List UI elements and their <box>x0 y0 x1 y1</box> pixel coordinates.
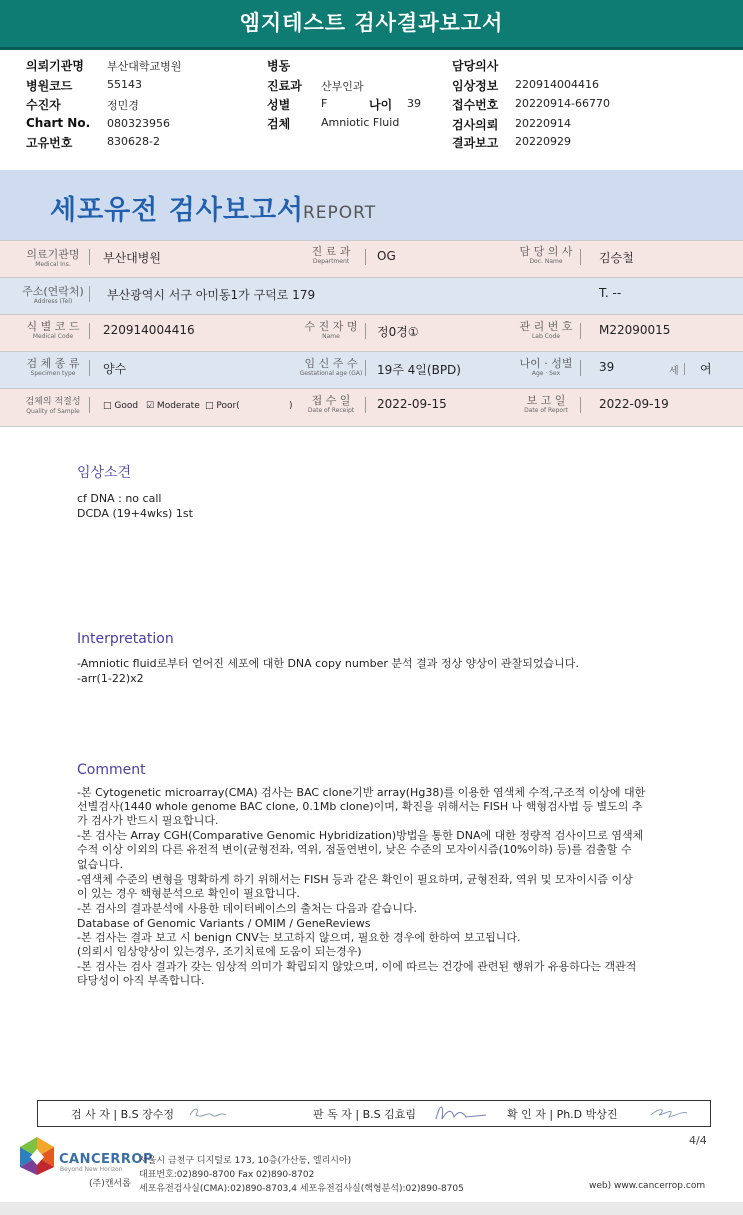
poor-close-paren: ) <box>289 401 293 411</box>
key-label: 접 수 일 <box>311 394 351 407</box>
cell-value: 정0경① <box>377 325 419 339</box>
label-doctor: 담당의사 <box>452 59 499 73</box>
checkbox-poor: □ Poor( <box>205 401 240 411</box>
key-label: 담 당 의 사 <box>519 245 573 258</box>
divider <box>365 323 366 339</box>
divider <box>89 286 90 302</box>
cell-value: 2022-09-19 <box>599 397 669 411</box>
cell-value: 부산대병원 <box>103 251 161 265</box>
interpretation-heading: Interpretation <box>77 631 174 647</box>
cell-key <box>513 358 579 378</box>
checkbox-moderate: ☑ Moderate <box>146 401 200 411</box>
cell-value: 220914004416 <box>103 323 195 337</box>
label-specimen: 검체 <box>267 117 291 131</box>
divider <box>89 249 90 265</box>
interpretation-line: -Amniotic fluid로부터 얻어진 세포에 대한 DNA copy number 분석 결과 정상 양상이 관찰되었습니다. <box>77 657 579 670</box>
table-row <box>0 240 743 278</box>
cell-value: 19주 4일(BPD) <box>377 363 461 377</box>
comment-line: (의뢰시 임상양상이 있는경우, 조기치료에 도움이 되는경우) <box>77 945 362 958</box>
key-label-en: Lab Code <box>531 333 561 340</box>
cell-key <box>298 321 364 341</box>
interpretation-line: -arr(1-22)x2 <box>77 672 144 685</box>
label-patient: 수진자 <box>26 98 61 112</box>
comment-line: 가 검사가 반드시 필요합니다. <box>77 814 219 827</box>
comment-line: Database of Genomic Variants / OMIM / GeneReviews <box>77 917 371 930</box>
comment-line: -본 검사의 결과분석에 사용한 데이터베이스의 출처는 다음과 같습니다. <box>77 902 418 915</box>
cell-value-sex: 여 <box>700 362 712 376</box>
cell-key <box>18 286 88 306</box>
key-label: 의료기관명 <box>26 248 80 261</box>
cell-value: T. -- <box>599 286 622 300</box>
cell-key <box>18 358 88 378</box>
key-label: 보 고 일 <box>526 394 566 407</box>
company-tagline: Beyond New Horizon <box>60 1166 123 1173</box>
key-label-en: Gestational age (GA) <box>299 370 363 377</box>
cell-value: M22090015 <box>599 323 671 337</box>
divider <box>684 363 685 375</box>
cell-key <box>513 246 579 266</box>
value-specimen: Amniotic Fluid <box>321 116 400 129</box>
label-age: 나이 <box>369 98 393 112</box>
comment-line: 수적 이상 이외의 다른 유전적 변이(균형전좌, 역위, 점돌연변이, 낮은 수준의 모자이시즘(10%이하) 등)를 검출할 수 <box>77 843 632 856</box>
key-label-en: Doc. Name <box>529 258 563 265</box>
key-label-en: Age · Sex <box>531 370 561 377</box>
clinical-line: DCDA (19+4wks) 1st <box>77 507 193 520</box>
comment-line: 선별검사(1440 whole genome BAC clone, 0.1Mb clone)이며, 확진을 위해서는 FISH 나 핵형검사법 등 별도의 추 <box>77 800 643 813</box>
key-label-en: Specimen type <box>30 370 76 377</box>
value-unique-no: 830628-2 <box>107 135 160 148</box>
value-patient: 정민경 <box>107 99 139 112</box>
label-report-date: 결과보고 <box>452 136 499 150</box>
label-chart-no: Chart No. <box>26 116 91 130</box>
comment-line: -본 Cytogenetic microarray(CMA) 검사는 BAC clone기반 array(Hg38)를 이용한 염색체 수적,구조적 이상에 대한 <box>77 786 646 799</box>
label-department: 진료과 <box>267 79 302 93</box>
tester-signature <box>186 1101 232 1123</box>
comment-line: 없습니다. <box>77 858 124 871</box>
label-sex: 성별 <box>267 98 291 112</box>
company-phone: 대표번호:02)890-8700 Fax 02)890-8702 <box>139 1170 315 1180</box>
cell-key <box>513 395 579 415</box>
key-label: 검 체 종 류 <box>26 357 80 370</box>
table-row <box>0 277 743 315</box>
key-label: 주소(연락처) <box>22 285 84 298</box>
company-lab-phone: 세포유전검사실(CMA):02)890-8703,4 세포유전검사실(핵형분석):02)890-8705 <box>139 1184 464 1194</box>
page-number: 4/4 <box>689 1134 707 1147</box>
key-label: 식 별 코 드 <box>26 320 80 333</box>
key-label: 임 신 주 수 <box>304 357 358 370</box>
key-label: 나이 · 성별 <box>519 357 573 370</box>
key-label-en: Date of Report <box>524 407 568 414</box>
label-request-date: 검사의뢰 <box>452 118 499 132</box>
checkbox-good: □ Good <box>103 401 139 411</box>
key-label: 검체의 적절성 <box>25 397 81 407</box>
value-clinical-info: 220914004416 <box>515 78 599 91</box>
label-ward: 병동 <box>267 59 291 73</box>
value-receipt-no: 20220914-66770 <box>515 97 610 110</box>
divider <box>89 323 90 339</box>
company-name: (주)캔서롭 <box>89 1179 131 1189</box>
value-chart-no: 080323956 <box>107 117 170 130</box>
cell-key <box>18 321 88 341</box>
cell-value: 2022-09-15 <box>377 397 447 411</box>
confirmer-signature <box>645 1101 691 1123</box>
cell-value: 39 <box>599 360 615 374</box>
banner-subtitle: REPORT <box>303 203 377 223</box>
comment-heading: Comment <box>77 762 146 778</box>
value-department: 산부인과 <box>321 80 364 93</box>
key-label-en: Medical Ins. <box>35 261 71 268</box>
label-institution: 의뢰기관명 <box>26 59 84 73</box>
key-label-en: Name <box>322 333 340 340</box>
divider <box>580 360 581 376</box>
divider <box>365 397 366 413</box>
comment-line: 이 있는 경우 핵형분석으로 확인이 필요합니다. <box>77 887 300 900</box>
comment-line: -본 검사는 Array CGH(Comparative Genomic Hybridization)방법을 통한 DNA에 대한 정량적 검사이므로 염색체 <box>77 829 644 842</box>
cell-key <box>18 249 88 269</box>
cell-value: 부산광역시 서구 아미동1가 구덕로 179 <box>107 288 316 302</box>
value-request-date: 20220914 <box>515 117 571 130</box>
company-web: web) www.cancerrop.com <box>589 1181 706 1191</box>
label-receipt-no: 접수번호 <box>452 98 499 112</box>
comment-line: -본 검사는 결과 보고 시 benign CNV는 보고하지 않으며, 필요한 경우에 한하여 보고됩니다. <box>77 931 521 944</box>
label-clinical-info: 임상정보 <box>452 79 499 93</box>
reader-signature <box>430 1101 490 1125</box>
cell-key <box>298 358 364 378</box>
key-label-en: Date of Receipt <box>307 407 355 414</box>
clinical-line: cf DNA : no call <box>77 492 162 505</box>
banner-title: 세포유전 검사보고서 <box>50 195 305 226</box>
confirmer-signature-label: 확 인 자 | Ph.D 박상진 <box>507 1108 618 1121</box>
label-unique-no: 고유번호 <box>26 136 73 150</box>
comment-line: -본 검사는 검사 결과가 갖는 임상적 의미가 확립되지 않았으며, 이에 따르는 건강에 관련된 행위가 유용하다는 객관적 <box>77 960 637 973</box>
cell-key <box>513 321 579 341</box>
label-hospital-code: 병원코드 <box>26 79 73 93</box>
divider <box>365 249 366 265</box>
value-sex: F <box>321 97 328 110</box>
age-unit: 세 <box>669 366 679 377</box>
key-label: 진 료 과 <box>311 245 351 258</box>
bottom-margin-bar <box>0 1202 743 1215</box>
cell-key <box>298 246 364 266</box>
comment-line: 타당성이 아직 부족합니다. <box>77 974 205 987</box>
key-label-en: Department <box>312 258 350 265</box>
divider <box>89 397 90 413</box>
report-title: 엠지테스트 검사결과보고서 <box>239 11 504 35</box>
reader-signature-label: 판 독 자 | B.S 김효림 <box>313 1108 416 1121</box>
cell-key <box>298 395 364 415</box>
divider <box>580 249 581 265</box>
company-address: 서울시 금천구 디지털로 173, 10층(가산동, 엘리시아) <box>139 1156 352 1166</box>
cell-value: 양수 <box>103 362 127 376</box>
key-label: 관 리 번 호 <box>519 320 573 333</box>
tester-signature-label: 검 사 자 | B.S 장수정 <box>71 1108 174 1121</box>
key-label-en: Quality of Sample <box>26 408 80 415</box>
key-label: 수 진 자 명 <box>304 320 358 333</box>
cell-key <box>16 396 90 416</box>
key-label-en: Address (Tel) <box>33 298 73 305</box>
company-logo-text: CANCERROP <box>59 1152 154 1167</box>
value-report-date: 20220929 <box>515 135 571 148</box>
cell-value: OG <box>377 249 396 263</box>
table-row <box>0 314 743 352</box>
value-institution: 부산대학교병원 <box>107 60 182 73</box>
divider <box>89 360 90 376</box>
comment-line: -염색체 수준의 변형을 명확하게 하기 위해서는 FISH 등과 같은 확인이 필요하며, 균형전좌, 역위 및 모자이시즘 이상 <box>77 873 633 886</box>
value-hospital-code: 55143 <box>107 78 142 91</box>
divider <box>365 360 366 376</box>
divider <box>580 323 581 339</box>
key-label-en: Medical Code <box>32 333 74 340</box>
clinical-heading: 임상소견 <box>77 465 132 481</box>
report-title-bar <box>0 0 743 50</box>
table-row <box>0 388 743 427</box>
cell-value: 김승철 <box>599 251 634 265</box>
divider <box>580 397 581 413</box>
table-row <box>0 351 743 389</box>
value-age: 39 <box>407 97 421 110</box>
company-logo-icon <box>18 1135 56 1177</box>
